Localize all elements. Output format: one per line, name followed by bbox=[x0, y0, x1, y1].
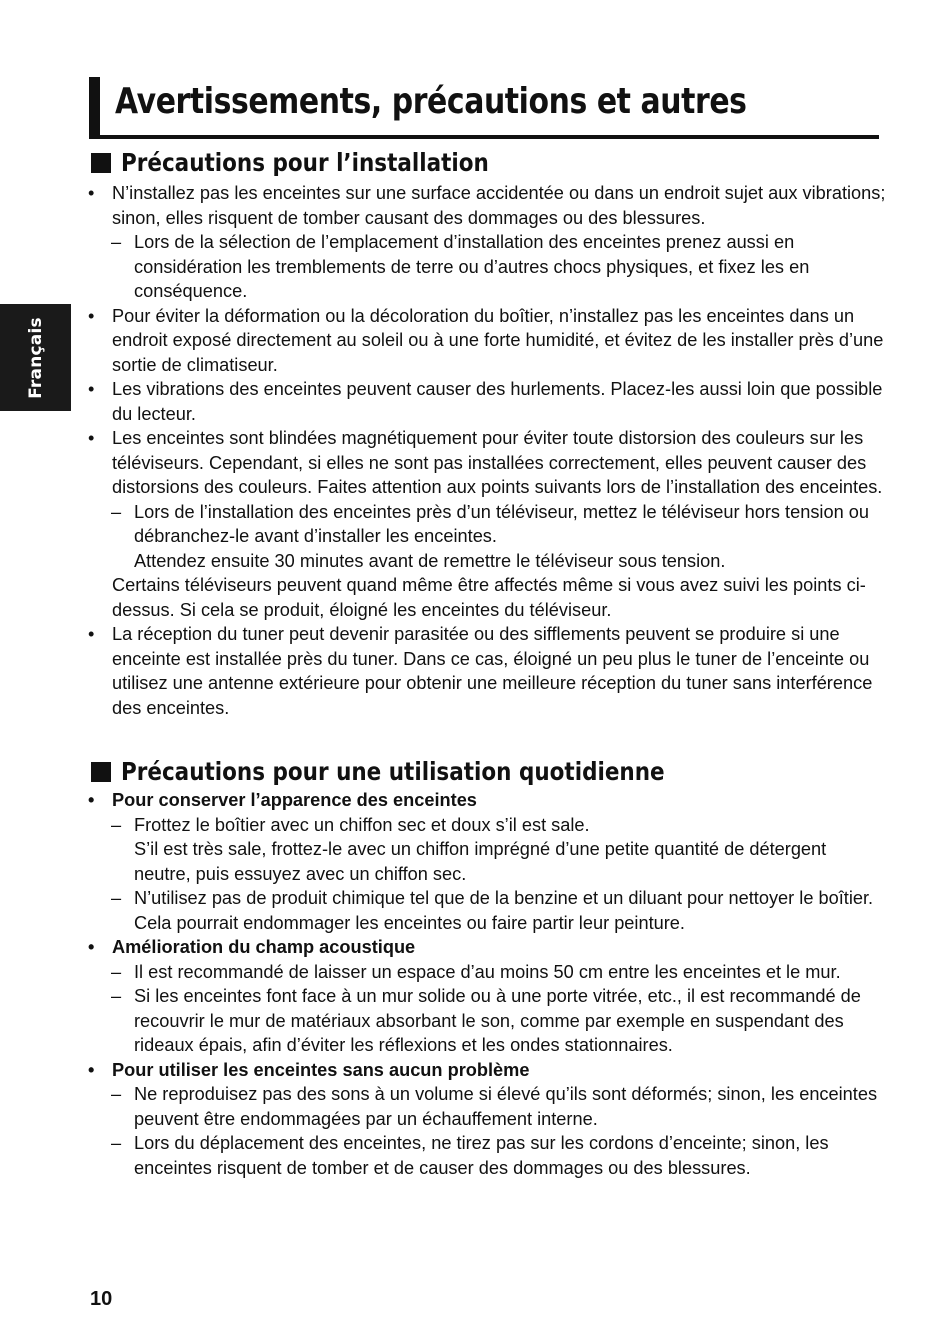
sub-list-continuation: Attendez ensuite 30 minutes avant de remettre le téléviseur sous tension. bbox=[134, 550, 726, 571]
sub-list-item: – Frottez le boîtier avec un chiffon sec et doux s’il est sale. bbox=[87, 813, 887, 838]
sub-list-item: – Ne reproduisez pas des sons à un volume si élevé qu’ils sont déformés; sinon, les enceintes peuvent être endommagées par un échauffement interne. bbox=[87, 1082, 887, 1131]
page-number: 10 bbox=[90, 1288, 113, 1310]
sub-list-item: – N’utilisez pas de produit chimique tel que de la benzine et un diluant pour nettoyer le boîtier. Cela pourrait endommager les enceintes ou faire partir leur peinture. bbox=[87, 886, 887, 935]
section-daily-use-heading-text: Précautions pour une utilisation quotidienne bbox=[121, 757, 665, 786]
group-title: • Pour utiliser les enceintes sans aucun problème bbox=[87, 1058, 887, 1083]
list-item: • Les enceintes sont blindées magnétiquement pour éviter toute distorsion des couleurs sur les téléviseurs. Cependant, si elles ne sont pas installées correctement, elles peuvent causer des distorsions des couleurs. Faites attention aux points suivants lors de l’installation des enceintes. bbox=[87, 426, 887, 500]
language-tab-label: Français bbox=[25, 316, 46, 399]
sub-list-item: – Lors du déplacement des enceintes, ne tirez pas sur les cordons d’enceinte; sinon, les enceintes risquent de tomber et de causer des dommages ou des blessures. bbox=[87, 1131, 887, 1180]
sub-list-item: – Lors de la sélection de l’emplacement d’installation des enceintes prenez aussi en considération les tremblements de terre ou d’autres chocs physiques, et fixez les en conséquence. bbox=[87, 230, 887, 304]
square-bullet-icon bbox=[91, 762, 111, 782]
square-bullet-icon bbox=[91, 153, 111, 173]
section-daily-use-body bbox=[87, 788, 887, 1180]
page-title-bar bbox=[89, 77, 879, 139]
section-installation-heading bbox=[91, 148, 549, 177]
section-installation-body bbox=[87, 181, 887, 720]
group-title: • Pour conserver l’apparence des enceintes bbox=[87, 788, 887, 813]
sub-list-item: – Il est recommandé de laisser un espace d’au moins 50 cm entre les enceintes et le mur. bbox=[87, 960, 887, 985]
list-item: • N’installez pas les enceintes sur une surface accidentée ou dans un endroit sujet aux vibrations; sinon, elles risquent de tomber causant des dommages ou des blessures. bbox=[87, 181, 887, 230]
sub-list-continuation: S’il est très sale, frottez-le avec un chiffon imprégné d’une petite quantité de détergent neutre, puis essuyez avec un chiffon sec. bbox=[134, 839, 827, 884]
group-title: • Amélioration du champ acoustique bbox=[87, 935, 887, 960]
sub-list-item: – Si les enceintes font face à un mur solide ou à une porte vitrée, etc., il est recommandé de recouvrir le mur de matériaux absorbant le son, comme par exemple en suspendant des rideaux épais, afin d’éviter les réflexions et les ondes stationnaires. bbox=[87, 984, 887, 1058]
list-item: • Pour éviter la déformation ou la décoloration du boîtier, n’installez pas les enceintes dans un endroit exposé directement au soleil ou à une forte humidité, et évitez de les installer près d’une sortie de climatiseur. bbox=[87, 304, 887, 378]
language-tab bbox=[0, 304, 71, 411]
sub-list-item: – Lors de l’installation des enceintes près d’un téléviseur, mettez le téléviseur hors tension ou débranchez-le avant d’installer les enceintes. bbox=[87, 500, 887, 549]
section-installation-heading-text: Précautions pour l’installation bbox=[121, 148, 489, 177]
section-daily-use-heading bbox=[91, 757, 753, 786]
list-continuation: Certains téléviseurs peuvent quand même être affectés même si vous avez suivi les points ci-dessus. Si cela se produit, éloigné les enceintes du téléviseur. bbox=[112, 575, 866, 620]
list-item: • La réception du tuner peut devenir parasitée ou des sifflements peuvent se produire si une enceinte est installée près du tuner. Dans ce cas, éloigné un peu plus le tuner de l’enceinte ou utilisez une antenne extérieure pour obtenir une meilleure réception du tuner sans interférence des enceintes. bbox=[87, 622, 887, 720]
page-title: Avertissements, précautions et autres bbox=[115, 81, 747, 122]
list-item: • Les vibrations des enceintes peuvent causer des hurlements. Placez-les aussi loin que possible du lecteur. bbox=[87, 377, 887, 426]
